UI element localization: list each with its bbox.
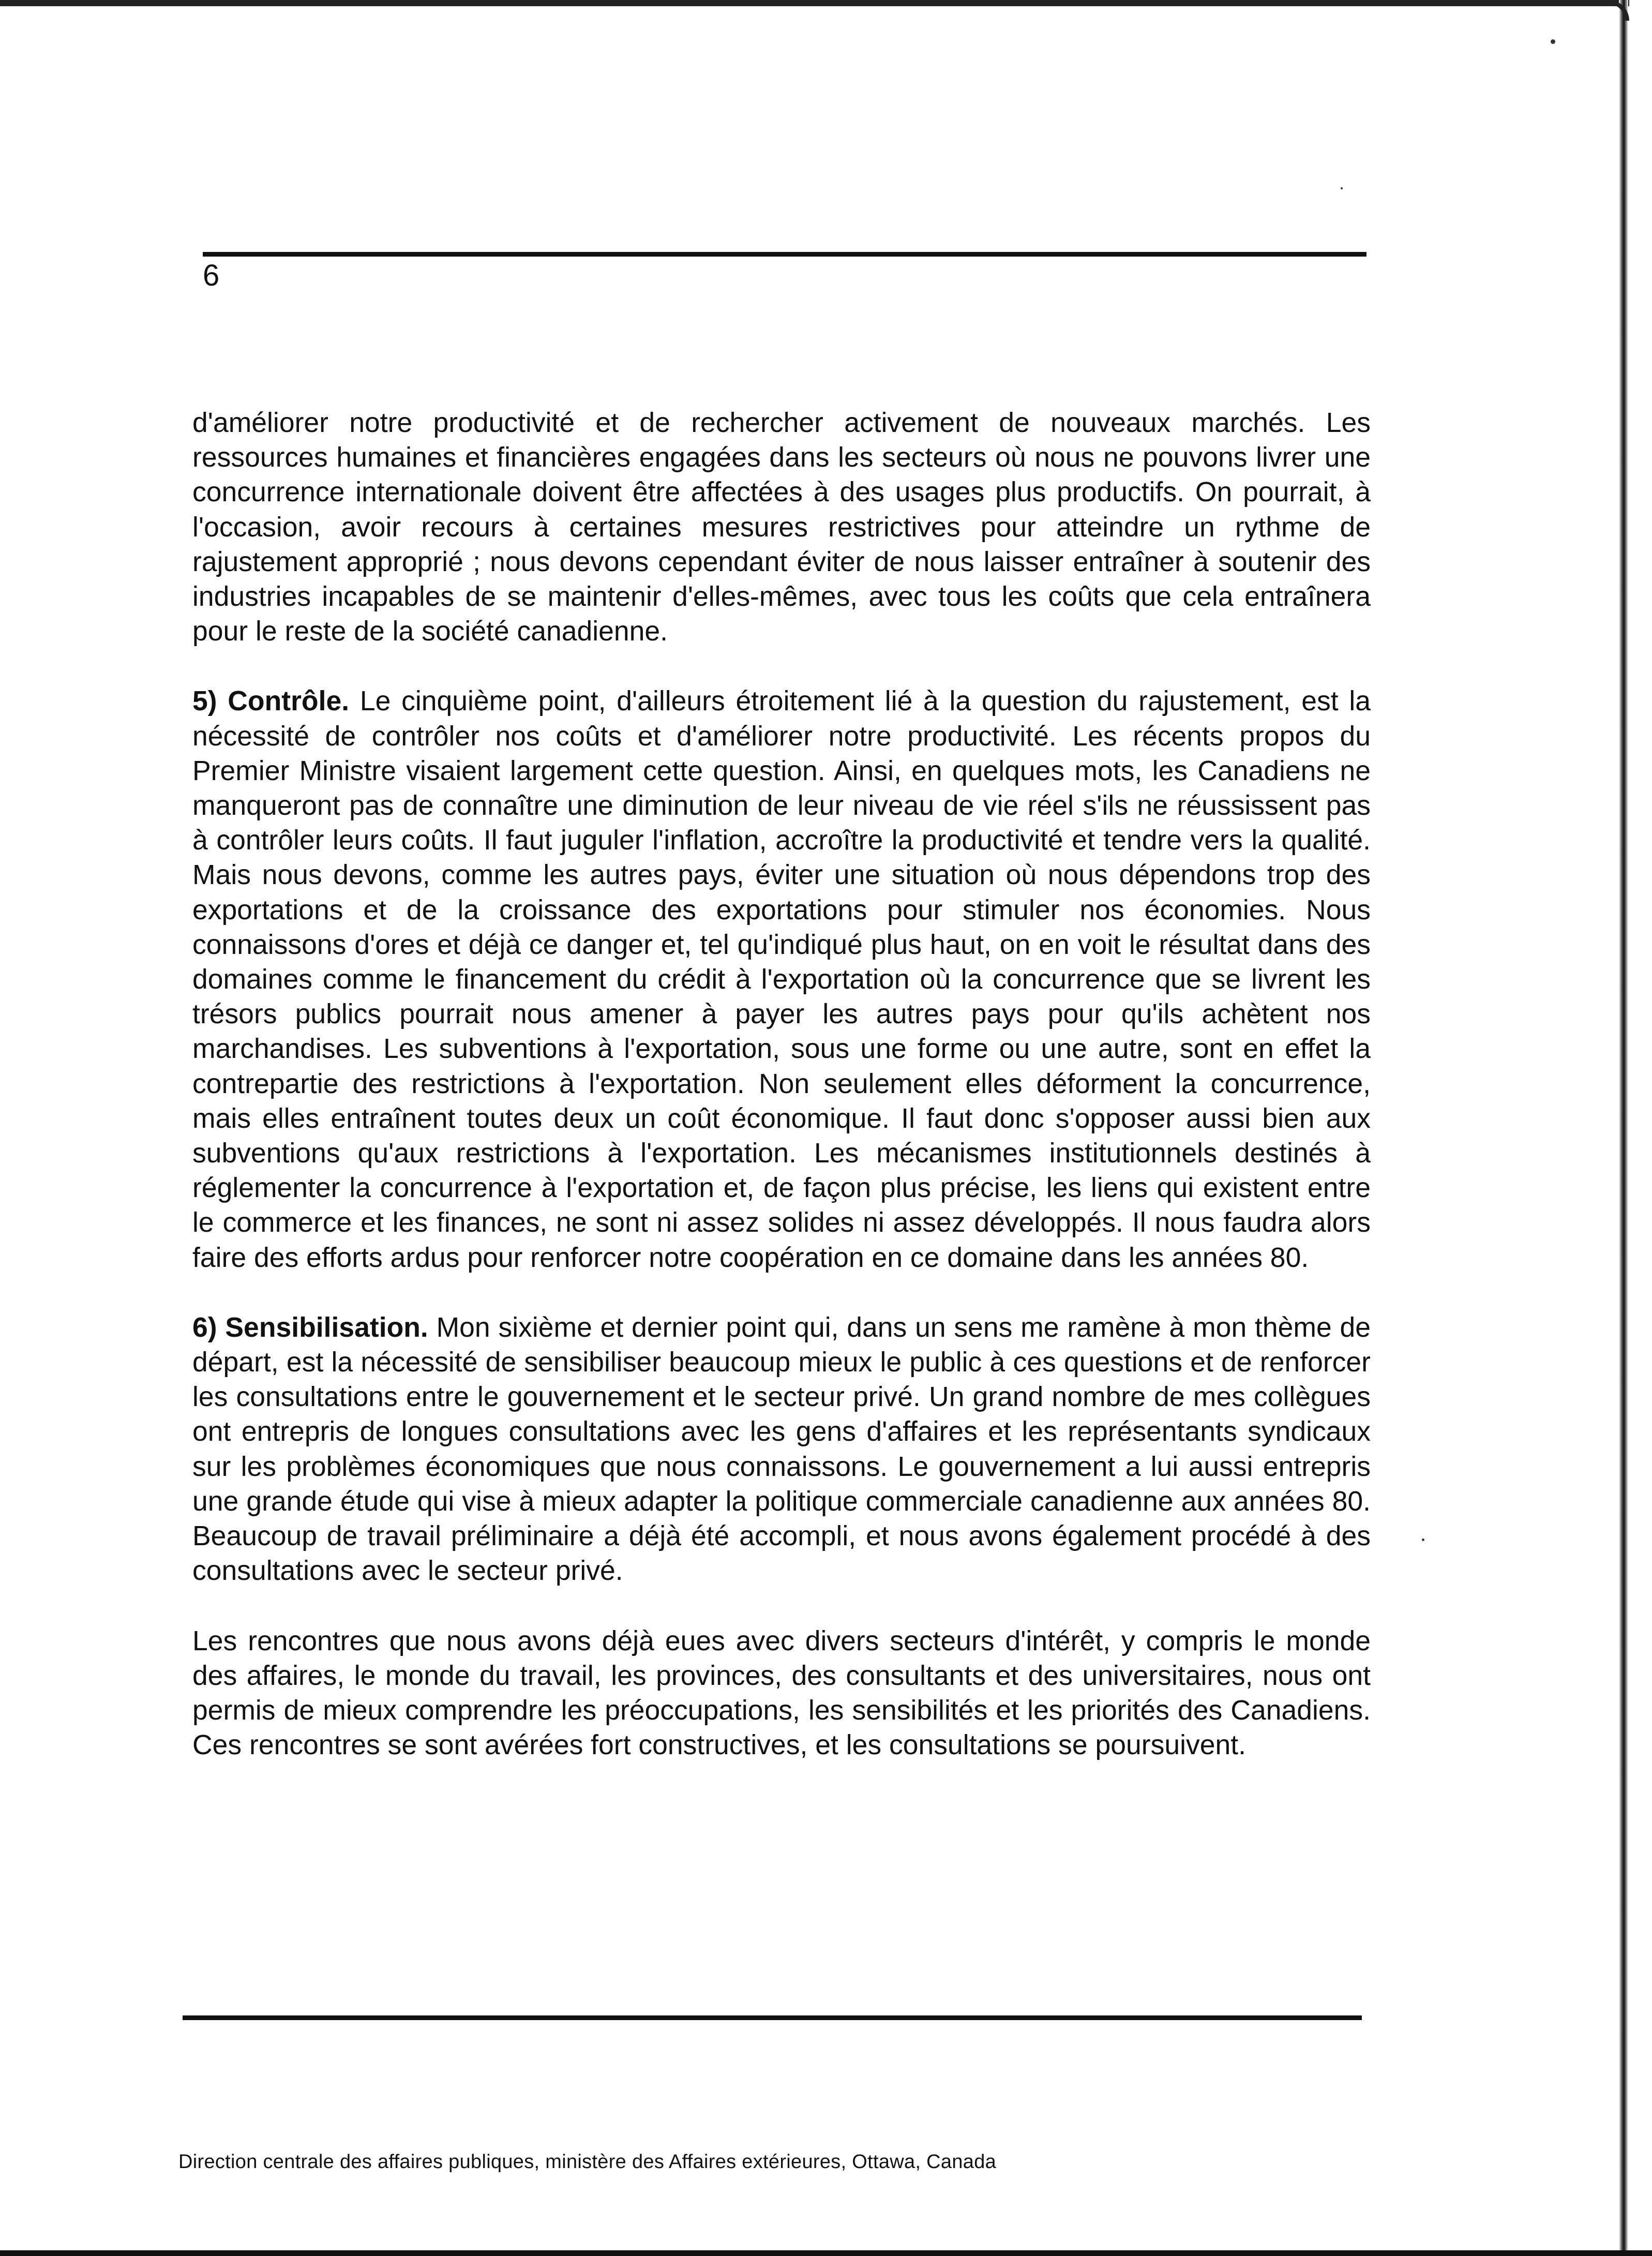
- scan-speck: [1551, 39, 1555, 44]
- paragraph: [192, 1624, 1371, 1763]
- paragraph-text: Les rencontres que nous avons déjà eues avec divers secteurs d'intérêt, y compris le monde des affaires, le monde du travail, les provinces, des consultants et des universitaires, nous ont permis de mieux comprendre les préoccupations, les sensibilités et les priorités des Canadiens. Ces rencontres se sont avérées fort constructives, et les consultations se poursuivent.: [192, 1625, 1371, 1761]
- paragraph-text: Le cinquième point, d'ailleurs étroitement lié à la question du rajustement, est la nécessité de contrôler nos coûts et d'améliorer notre productivité. Les récents propos du Premier Ministre visaient largement cette question. Ainsi, en quelques mots, les Canadiens ne manqueront pas de connaître une diminution de leur niveau de vie réel s'ils ne réussissent pas à contrôler leurs coûts. Il faut juguler l'inflation, accroître la productivité et tendre vers la qualité. Mais nous devons, comme les autres pays, éviter une situation où nous dépendons trop des exportations et de la croissance des exportations pour stimuler nos économies. Nous connaissons d'ores et déjà ce danger et, tel qu'indiqué plus haut, on en voit le résultat dans des domaines comme le financement du crédit à l'exportation où la concurrence que se livrent les trésors publics pourrait nous amener à payer les autres pays pour qu'ils achètent nos marchandises. Les subventions à l'exportation, sous une forme ou une autre, sont en effet la contrepartie des restrictions à l'exportation. Non seulement elles déforment la concurrence, mais elles entraînent toutes deux un coût économique. Il faut donc s'opposer aussi bien aux subventions qu'aux restrictions à l'exportation. Les mécanismes institutionnels destinés à réglementer la concurrence à l'exportation et, de façon plus précise, les liens qui existent entre le commerce et les finances, ne sont ni assez solides ni assez développés. Il nous faudra alors faire des efforts ardus pour renforcer notre coopération en ce domaine dans les années 80.: [192, 686, 1371, 1273]
- footer-text: Direction centrale des affaires publiques, ministère des Affaires extérieures, Ottawa, Canada: [178, 2151, 997, 2173]
- footer-rule: [183, 2015, 1362, 2020]
- paragraph-text: d'améliorer notre productivité et de rechercher activement de nouveaux marchés. Les ressources humaines et financières engagées dans les secteurs où nous ne pouvons livrer une concurrence internationale doivent être affectées à des usages plus productifs. On pourrait, à l'occasion, avoir recours à certaines mesures restrictives pour atteindre un rythme de rajustement approprié ; nous devons cependant éviter de nous laisser entraîner à soutenir des industries incapables de se maintenir d'elles-mêmes, avec tous les coûts que cela entraînera pour le reste de la société canadienne.: [192, 408, 1371, 647]
- header-rule: [203, 252, 1366, 257]
- section-heading: 6) Sensibilisation.: [192, 1312, 437, 1343]
- scan-edge-bottom: [0, 2250, 1652, 2256]
- paragraph: [192, 684, 1371, 1275]
- body-text: [192, 406, 1371, 1762]
- paragraph-text: Mon sixième et dernier point qui, dans un sens me ramène à mon thème de départ, est la nécessité de sensibiliser beaucoup mieux le public à ces questions et de renforcer les consultations entre le gouvernement et le secteur privé. Un grand nombre de mes collègues ont entrepris de longues consultations avec les gens d'affaires et les représentants syndicaux sur les problèmes économiques que nous connaissons. Le gouvernement a lui aussi entrepris une grande étude qui vise à mieux adapter la politique commerciale canadienne aux années 80. Beaucoup de travail préliminaire a déjà été accompli, et nous avons également procédé à des consultations avec le secteur privé.: [192, 1312, 1371, 1587]
- paragraph: [192, 1310, 1371, 1589]
- scan-edge-right: [1619, 0, 1628, 2256]
- scan-speck: [1422, 1538, 1424, 1541]
- scan-edge-top: [0, 0, 1629, 6]
- scan-speck: [1341, 187, 1343, 189]
- paragraph: [192, 406, 1371, 649]
- section-heading: 5) Contrôle.: [192, 686, 360, 717]
- page-number: 6: [203, 259, 220, 292]
